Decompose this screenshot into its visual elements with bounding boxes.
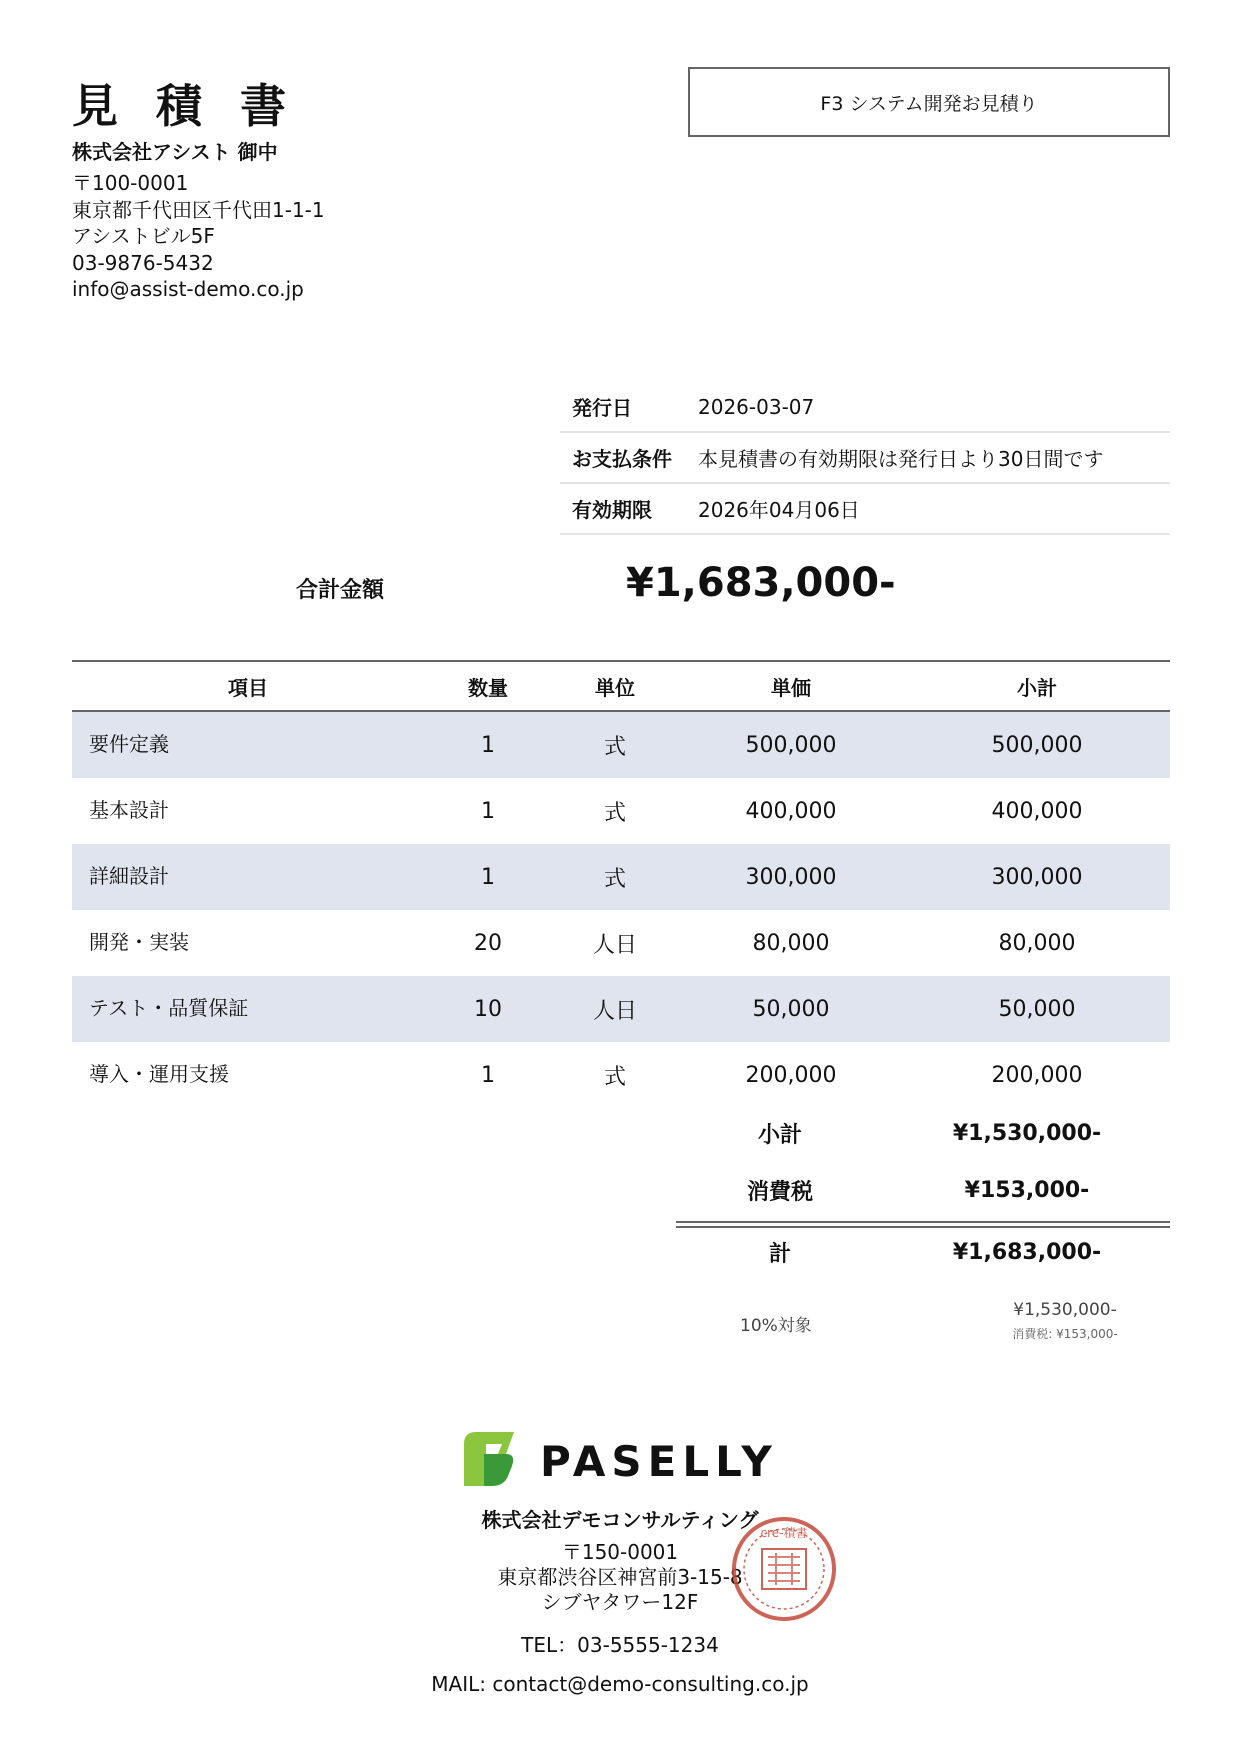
cell-price: 200,000 bbox=[745, 1062, 837, 1088]
recipient-tel: 03-9876-5432 bbox=[72, 250, 214, 275]
table-row bbox=[72, 778, 1170, 844]
table-row bbox=[72, 1042, 1170, 1108]
total-amount-value: ¥1,683,000- bbox=[626, 560, 896, 606]
cell-price: 300,000 bbox=[745, 864, 837, 890]
tax-target-amount: ¥1,530,000- bbox=[1013, 1300, 1117, 1320]
issuer-address-line1: 東京都渋谷区神宮前3-15-8 bbox=[497, 1565, 743, 1589]
info-table bbox=[560, 382, 1170, 535]
cell-price: 500,000 bbox=[745, 732, 837, 758]
info-value: 本見積書の有効期限は発行日より30日間です bbox=[698, 447, 1104, 471]
cell-price: 400,000 bbox=[745, 798, 837, 824]
recipient-address-block bbox=[72, 170, 325, 303]
info-value: 2026-03-07 bbox=[698, 394, 815, 419]
table-row bbox=[72, 976, 1170, 1042]
cell-qty: 1 bbox=[481, 732, 495, 758]
cell-item: 基本設計 bbox=[89, 797, 169, 822]
summary-total-label: 計 bbox=[768, 1242, 791, 1267]
cell-unit: 式 bbox=[603, 800, 626, 826]
items-table-header bbox=[72, 660, 1170, 712]
issuer-block bbox=[300, 1506, 940, 1696]
cell-subtotal: 50,000 bbox=[998, 996, 1076, 1022]
cell-item: テスト・品質保証 bbox=[89, 995, 249, 1020]
header-unit: 単位 bbox=[595, 675, 635, 700]
cell-qty: 10 bbox=[474, 996, 502, 1022]
subject-box bbox=[688, 67, 1170, 137]
cell-subtotal: 500,000 bbox=[991, 732, 1083, 758]
cell-unit: 式 bbox=[603, 866, 626, 892]
company-logo bbox=[462, 1430, 780, 1488]
recipient-postal: 〒100-0001 bbox=[72, 171, 189, 195]
logo-mark bbox=[464, 1432, 514, 1486]
cell-qty: 20 bbox=[474, 930, 502, 956]
tax-target-tax: 消費税: ¥153,000- bbox=[1012, 1327, 1118, 1341]
info-label: 有効期限 bbox=[572, 498, 652, 522]
items-table bbox=[72, 660, 1170, 1108]
summary-subtotal-row bbox=[676, 1118, 1170, 1149]
info-row-payment-terms bbox=[560, 433, 1170, 484]
document-title: 見積書 bbox=[72, 79, 324, 133]
cell-subtotal: 400,000 bbox=[991, 798, 1083, 824]
info-label: 発行日 bbox=[572, 396, 632, 420]
issuer-postal: 〒150-0001 bbox=[561, 1540, 679, 1564]
seal-text: cre-積書 bbox=[760, 1526, 808, 1540]
summary-total-row bbox=[676, 1237, 1170, 1268]
issuer-name: 株式会社デモコンサルティング bbox=[481, 1508, 759, 1532]
header-subtotal: 小計 bbox=[1017, 675, 1057, 700]
table-row bbox=[72, 712, 1170, 778]
header-qty: 数量 bbox=[468, 675, 508, 700]
cell-unit: 人日 bbox=[592, 998, 637, 1024]
recipient-address-line1: 東京都千代田区千代田1-1-1 bbox=[72, 197, 325, 222]
company-seal bbox=[730, 1515, 838, 1623]
recipient-email: info@assist-demo.co.jp bbox=[72, 277, 304, 301]
recipient-name: 株式会社アシスト 御中 bbox=[72, 140, 278, 164]
table-row bbox=[72, 844, 1170, 910]
cell-item: 導入・運用支援 bbox=[89, 1061, 229, 1086]
cell-unit: 式 bbox=[603, 1064, 626, 1090]
info-value: 2026年04月06日 bbox=[698, 498, 860, 522]
info-label: お支払条件 bbox=[572, 447, 672, 471]
header-price: 単価 bbox=[771, 675, 811, 700]
cell-price: 80,000 bbox=[752, 930, 830, 956]
subject-text: F3 システム開発お見積り bbox=[820, 92, 1038, 115]
cell-subtotal: 300,000 bbox=[991, 864, 1083, 890]
cell-qty: 1 bbox=[481, 798, 495, 824]
info-row-issue-date bbox=[560, 382, 1170, 433]
summary-subtotal-value: ¥1,530,000- bbox=[952, 1121, 1102, 1146]
logo-wordmark: PASELLY bbox=[540, 1437, 778, 1486]
cell-qty: 1 bbox=[481, 1062, 495, 1088]
issuer-address-line2: シブヤタワー12F bbox=[541, 1590, 699, 1614]
summary-tax-label: 消費税 bbox=[746, 1180, 813, 1205]
total-amount-label: 合計金額 bbox=[296, 578, 385, 603]
tax-rate-label: 10%対象 bbox=[740, 1316, 812, 1336]
cell-subtotal: 200,000 bbox=[991, 1062, 1083, 1088]
info-row-expiry bbox=[560, 484, 1170, 535]
cell-item: 要件定義 bbox=[89, 731, 169, 756]
issuer-tel: TEL：03-5555-1234 bbox=[521, 1633, 719, 1657]
cell-subtotal: 80,000 bbox=[998, 930, 1076, 956]
cell-item: 開発・実装 bbox=[89, 929, 189, 954]
summary-tax-row bbox=[676, 1175, 1170, 1206]
issuer-mail: MAIL: contact@demo-consulting.co.jp bbox=[431, 1672, 809, 1696]
summary-total-value: ¥1,683,000- bbox=[952, 1240, 1102, 1265]
cell-price: 50,000 bbox=[752, 996, 830, 1022]
cell-unit: 式 bbox=[603, 734, 626, 760]
table-row bbox=[72, 910, 1170, 976]
cell-unit: 人日 bbox=[592, 932, 637, 958]
recipient-address-line2: アシストビル5F bbox=[72, 224, 215, 248]
summary-subtotal-label: 小計 bbox=[757, 1123, 802, 1148]
cell-qty: 1 bbox=[481, 864, 495, 890]
header-item: 項目 bbox=[228, 675, 268, 700]
cell-item: 詳細設計 bbox=[89, 863, 169, 888]
summary-double-rule bbox=[676, 1221, 1170, 1228]
summary-tax-value: ¥153,000- bbox=[964, 1178, 1090, 1203]
